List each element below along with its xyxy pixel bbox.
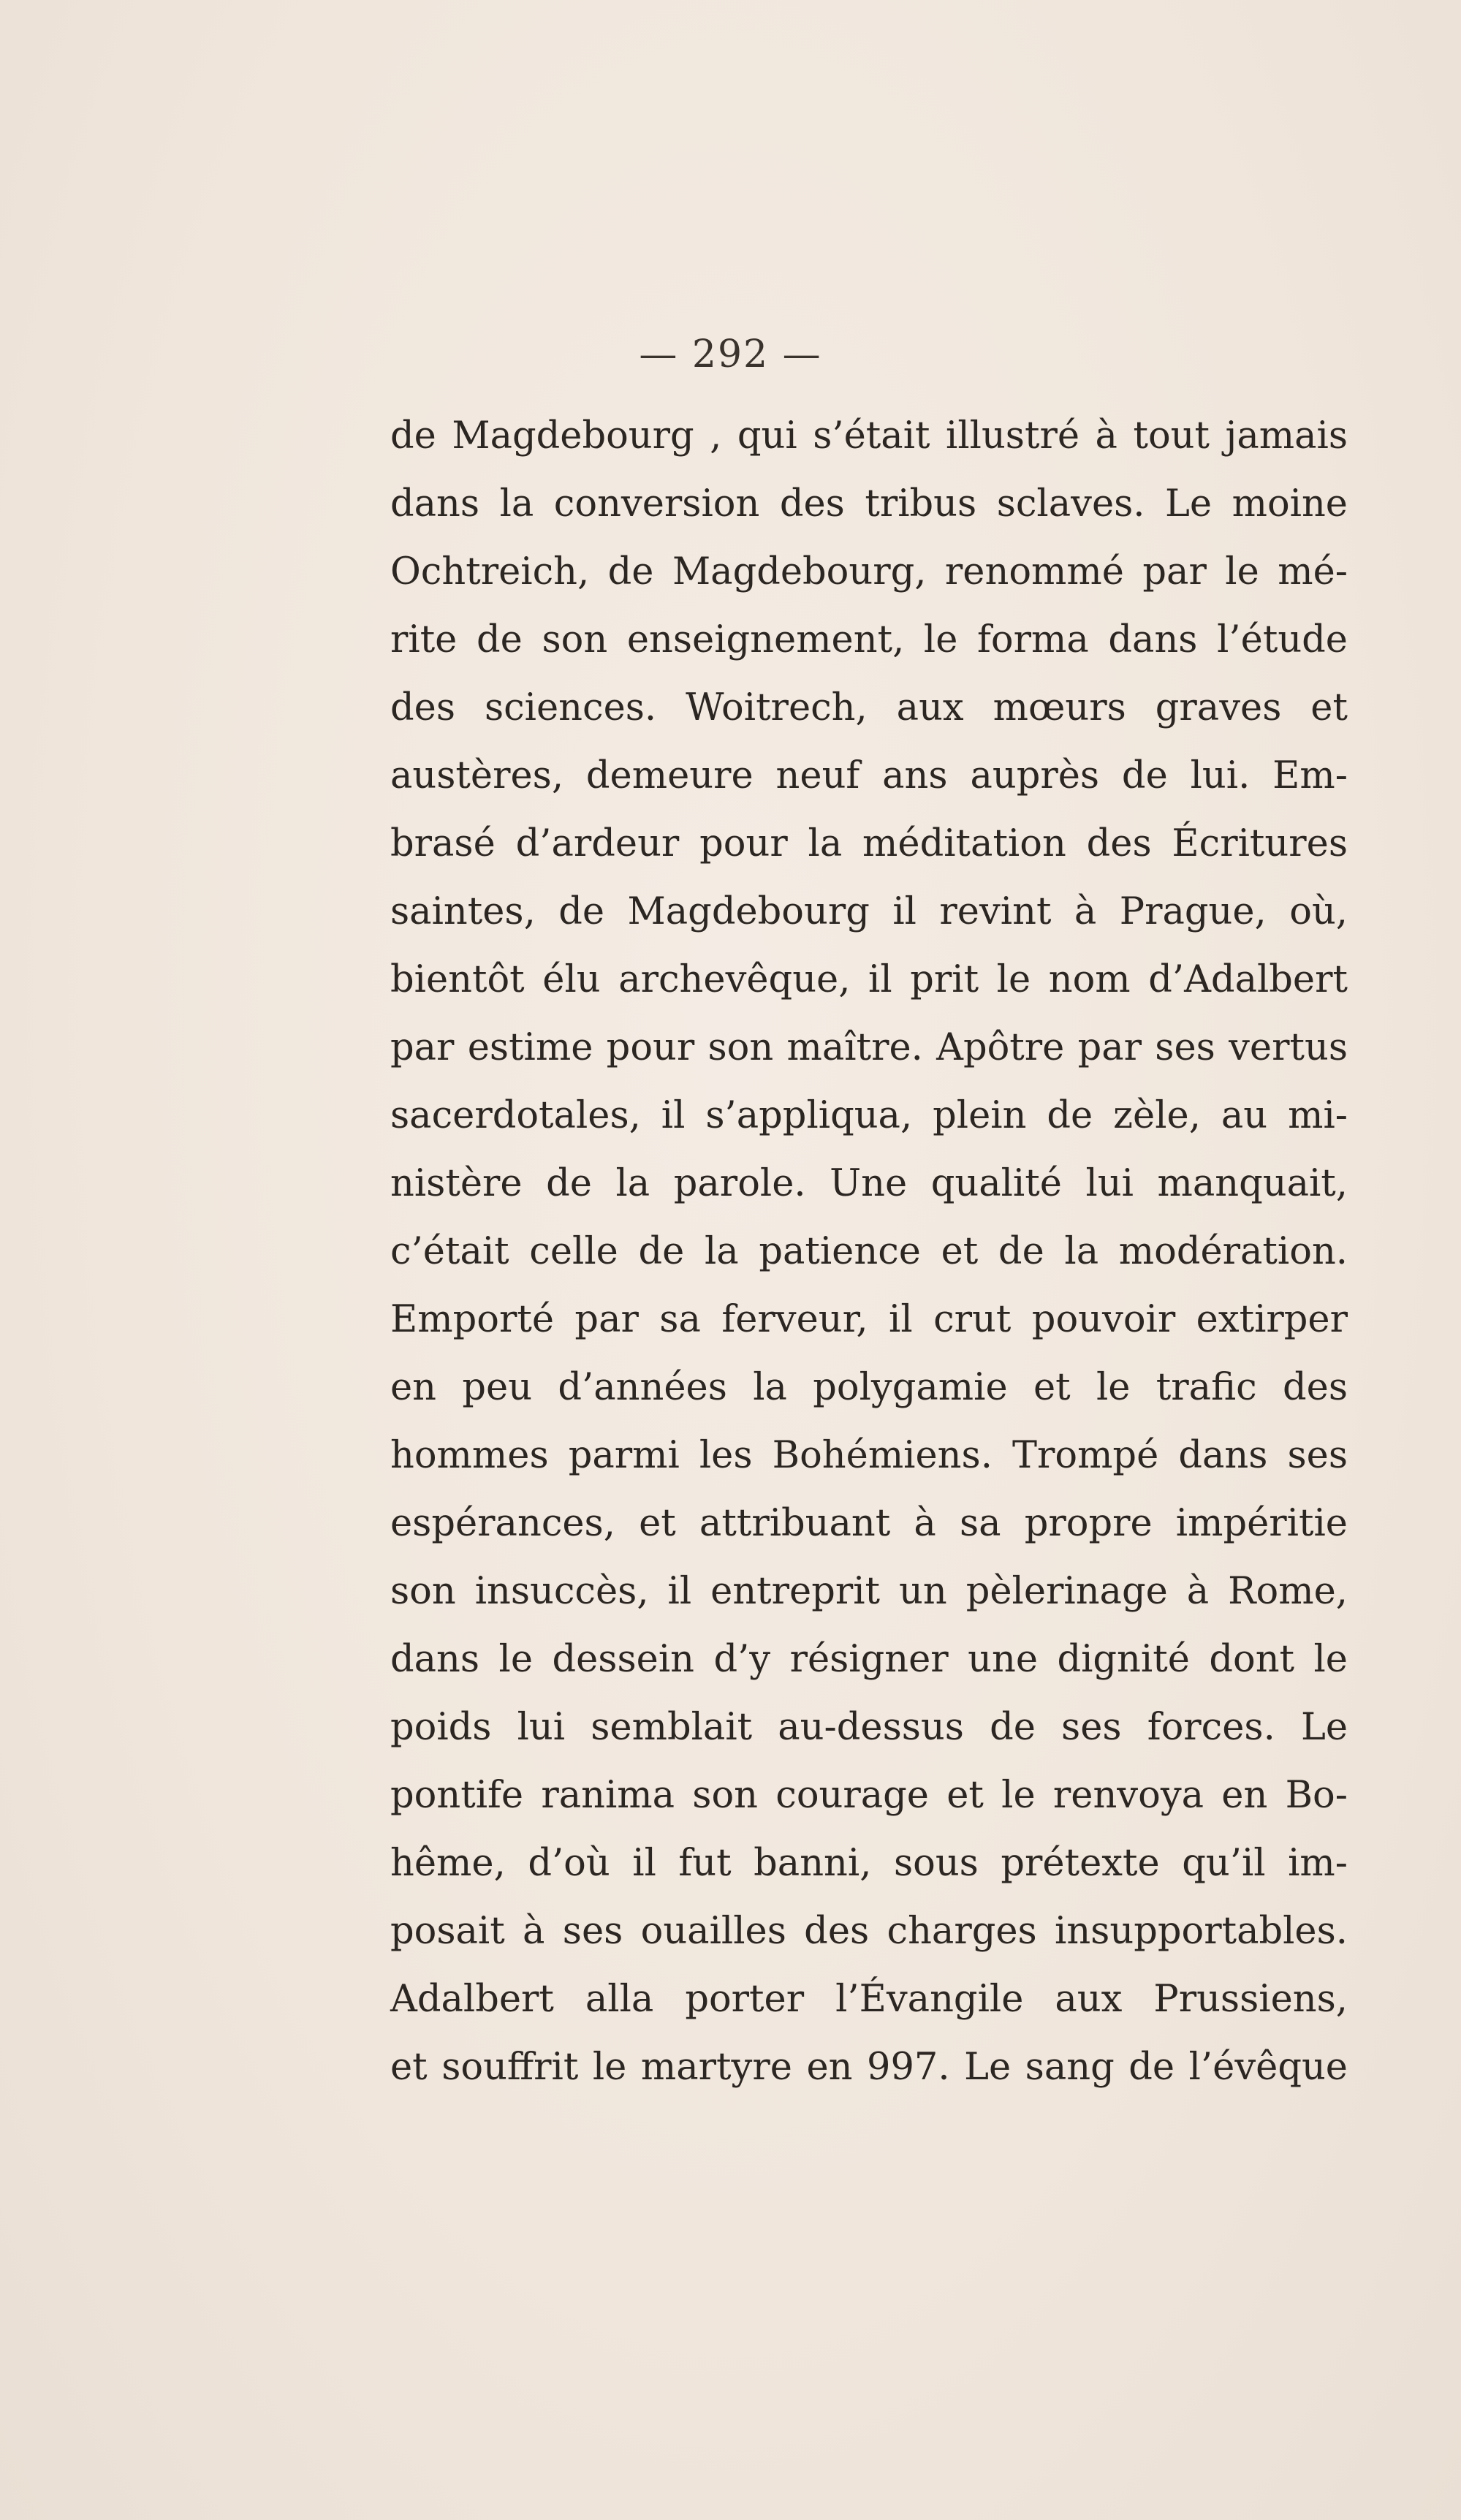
- page-number: — 292 —: [639, 333, 822, 376]
- text-line: hême, d’où il fut banni, sous prétexte qu’il im-: [390, 1842, 1348, 1885]
- text-line: saintes, de Magdebourg il revint à Prague, où,: [390, 890, 1348, 933]
- text-line: nistère de la parole. Une qualité lui manquait,: [390, 1162, 1348, 1205]
- text-line: bientôt élu archevêque, il prit le nom d’Adalbert: [390, 958, 1348, 1001]
- text-line: rite de son enseignement, le forma dans l’étude: [390, 618, 1348, 661]
- text-line: de Magdebourg , qui s’était illustré à tout jamais: [390, 414, 1348, 458]
- text-line: des sciences. Woitrech, aux mœurs graves et: [390, 686, 1348, 729]
- text-line: hommes parmi les Bohémiens. Trompé dans ses: [390, 1434, 1348, 1477]
- text-line: en peu d’années la polygamie et le trafic des: [390, 1366, 1348, 1409]
- text-line: espérances, et attribuant à sa propre impéritie: [390, 1502, 1348, 1545]
- text-line: et souffrit le martyre en 997. Le sang de l’évêque: [390, 2046, 1348, 2089]
- text-line: son insuccès, il entreprit un pèlerinage à Rome,: [390, 1570, 1348, 1613]
- text-line: brasé d’ardeur pour la méditation des Écritures: [390, 822, 1348, 865]
- text-line: dans la conversion des tribus sclaves. Le moine: [390, 482, 1348, 525]
- text-line: Adalbert alla porter l’Évangile aux Prussiens,: [390, 1978, 1348, 2021]
- text-line: c’était celle de la patience et de la modération.: [390, 1230, 1348, 1273]
- text-line: Ochtreich, de Magdebourg, renommé par le mé-: [390, 550, 1348, 593]
- text-line: austères, demeure neuf ans auprès de lui. Em-: [390, 754, 1348, 797]
- body-text: [390, 402, 1348, 2101]
- text-line: pontife ranima son courage et le renvoya en Bo-: [390, 1774, 1348, 1817]
- text-line: dans le dessein d’y résigner une dignité dont le: [390, 1638, 1348, 1681]
- text-line: Emporté par sa ferveur, il crut pouvoir extirper: [390, 1298, 1348, 1341]
- text-line: poids lui semblait au-dessus de ses forces. Le: [390, 1706, 1348, 1749]
- text-line: posait à ses ouailles des charges insupportables.: [390, 1910, 1348, 1953]
- text-line: par estime pour son maître. Apôtre par ses vertus: [390, 1026, 1348, 1069]
- text-line: sacerdotales, il s’appliqua, plein de zèle, au mi-: [390, 1094, 1348, 1137]
